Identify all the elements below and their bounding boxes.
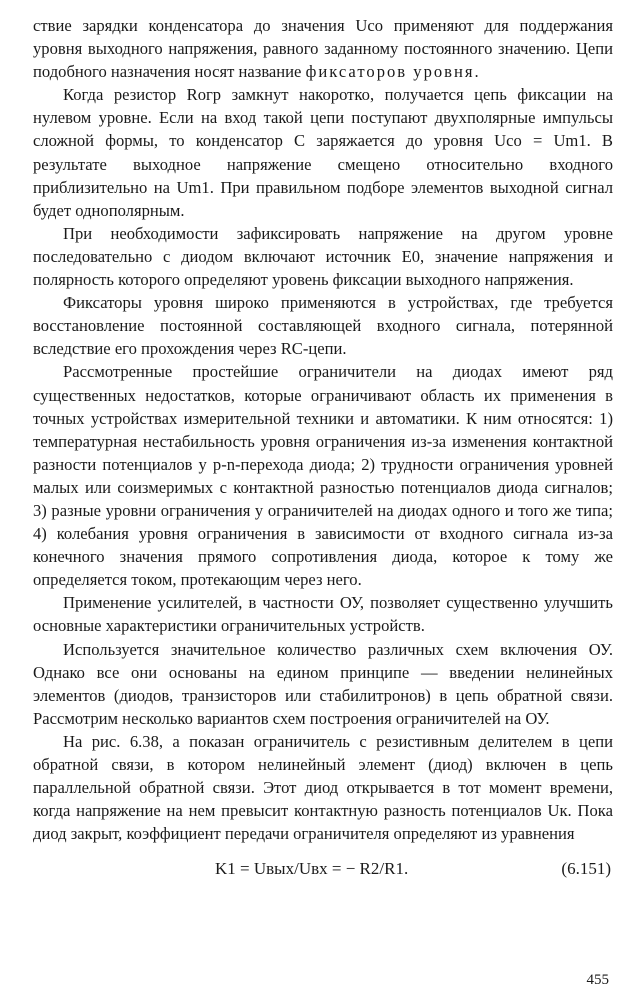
paragraph-7: Используется значительное количество различных схем включения ОУ. Однако все они основаны на едином принципе — введении нелинейных элементов (диодов, транзисторов или стабилитронов) в цепь обратной связи. Рассмотрим несколько вариантов схем построения ограничителей на ОУ.	[33, 639, 613, 728]
document-page	[33, 14, 613, 887]
paragraph-6: Применение усилителей, в частности ОУ, позволяет существенно улучшить основные характеристики ограничительных устройств.	[33, 593, 613, 636]
paragraph-3: При необходимости зафиксировать напряжение на другом уровне последовательно с диодом включают источник E0, значение напряжения и полярность которого определяют уровень фиксации выходного напряжения.	[33, 223, 613, 290]
paragraph-5: Рассмотренные простейшие ограничители на диодах имеют ряд существенных недостатков, которые ограничивают область их применения в точных устройствах измерительной техники и автоматики. К ним относятся: 1) температурная нестабильность уровня ограничения из-за изменения контактной разности потенциалов у p-n-перехода диода; 2) трудности ограничения уровней малых или соизмеримых с контактной разностью потенциалов диода сигналов; 3) разные уровни ограничения у ограничителей на диодах одного и того же типа; 4) колебания уровня ограничения в зависимости от входного сигнала из-за конечного значения прямого сопротивления диода, которое к тому же определяется током, протекающим через него.	[33, 362, 613, 590]
equation: K1 = Uвых/Uвх = − R2/R1.	[215, 859, 409, 879]
paragraph-1	[33, 14, 613, 83]
equation-number: (6.151)	[561, 859, 611, 879]
page-number: 455	[586, 972, 609, 988]
paragraph-1-end: .	[474, 62, 479, 82]
paragraph-2: Когда резистор Rогр замкнут накоротко, получается цепь фиксации на нулевом уровне. Если на вход такой цепи поступают двухполярные импульсы сложной формы, то конденсатор C заряжается до уровня Uсо = Um1. В результате выходное напряжение смещено относительно входного приблизительно на Um1. При правильном подборе элементов выходной сигнал будет однополярным.	[33, 85, 613, 220]
equation-row	[33, 859, 613, 887]
paragraph-8: На рис. 6.38, а показан ограничитель с резистивным делителем в цепи обратной связи, в котором нелинейный элемент (диод) включен в цепь параллельной обратной связи. Этот диод открывается в тот момент времени, когда напряжение на нем превысит контактную разность потенциалов Uк. Пока диод закрыт, коэффициент передачи ограничителя определяют из уравнения	[33, 731, 613, 844]
paragraph-4: Фиксаторы уровня широко применяются в устройствах, где требуется восстановление постоянной составляющей входного сигнала, потерянной вследствие его прохождения через RC-цепи.	[33, 293, 613, 359]
spaced-term: фиксаторов уровня	[305, 62, 475, 82]
paragraph-1-text: ствие зарядки конденсатора до значения Uсо применяют для поддержания уровня выходного напряжения, равного заданному постоянного значению. Цепи подобного назначения носят название	[33, 16, 613, 82]
